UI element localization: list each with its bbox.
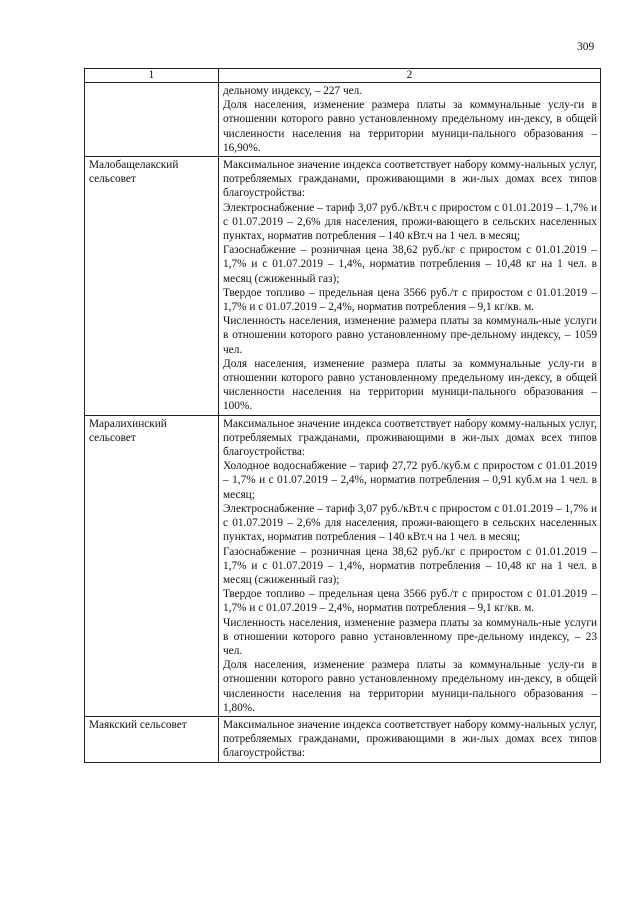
description-paragraph: Газоснабжение – розничная цена 38,62 руб./кг с приростом с 01.01.2019 – 1,7% и с 01.07.2019 – 1,4%, норматив потребления – 10,48 кг на 1 чел. в месяц (сжиженный газ); [223, 244, 597, 285]
region-name: Малобащелакский сельсовет [85, 157, 219, 416]
table-row [85, 415, 601, 716]
description-paragraph: Численность населения, изменение размера платы за коммуналь-ные услуги в отношении которого равно установленному пре-дельному индексу, – 23 чел. [223, 616, 597, 657]
region-name: Маралихинский сельсовет [85, 415, 219, 716]
region-name [85, 83, 219, 157]
column-header-2: 2 [219, 69, 601, 83]
page-number: 309 [577, 41, 595, 53]
description-paragraph: Доля населения, изменение размера платы за коммунальные услу-ги в отношении которого равно установленному предельному ин-дексу, в общей численности населения на территории муници-пального образования – 16,90%. [223, 99, 597, 154]
description-paragraph: Твердое топливо – предельная цена 3566 руб./т с приростом с 01.01.2019 – 1,7% и с 01.07.2019 – 2,4%, норматив потребления – 9,1 кг/кв. м. [223, 286, 597, 314]
description-paragraph: Доля населения, изменение размера платы за коммунальные услу-ги в отношении которого равно установленному предельному ин-дексу, в общей численности населения на территории муници-пального образования – 1,80%. [223, 659, 597, 714]
region-description [219, 157, 601, 416]
description-paragraph: Газоснабжение – розничная цена 38,62 руб./кг с приростом с 01.01.2019 – 1,7% и с 01.07.2019 – 1,4%, норматив потребления – 10,48 кг на 1 чел. в месяц (сжиженный газ); [223, 545, 597, 586]
table-row [85, 157, 601, 416]
table-row [85, 83, 601, 157]
region-description [219, 83, 601, 157]
description-paragraph: Максимальное значение индекса соответствует набору комму-нальных услуг, потребляемых гражданами, проживающими в жи-лых домах всех типов благоустройства: [223, 718, 597, 760]
region-description [219, 716, 601, 762]
table-row [85, 716, 601, 762]
column-header-1: 1 [85, 69, 219, 83]
region-name: Маякский сельсовет [85, 716, 219, 762]
description-paragraph: Электроснабжение – тариф 3,07 руб./кВт.ч с приростом с 01.01.2019 – 1,7% и с 01.07.2019 – 2,6% для населения, прожи-вающего в сельских населенных пунктах, норматив потребления – 140 кВт.ч на 1 чел. в месяц; [223, 502, 597, 544]
region-description [219, 415, 601, 716]
description-paragraph: Доля населения, изменение размера платы за коммунальные услу-ги в отношении которого равно установленному предельному ин-дексу, в общей численности населения на территории муници-пального образования – 100%. [223, 357, 597, 413]
description-paragraph: Холодное водоснабжение – тариф 27,72 руб./куб.м с приростом с 01.01.2019 – 1,7% и с 01.07.2019 – 2,4%, норматив потребления – 0,91 куб.м на 1 чел. в месяц; [223, 460, 597, 501]
description-paragraph: Твердое топливо – предельная цена 3566 руб./т с приростом с 01.01.2019 – 1,7% и с 01.07.2019 – 2,4%, норматив потребления – 9,1 кг/кв. м. [223, 588, 597, 615]
description-paragraph: дельному индексу, – 227 чел. [223, 85, 363, 97]
tariff-table [84, 68, 601, 763]
description-paragraph: Максимальное значение индекса соответствует набору комму-нальных услуг, потребляемых гражданами, проживающими в жи-лых домах всех типов благоустройства: [223, 417, 597, 459]
table-header-row [85, 69, 601, 83]
description-paragraph: Максимальное значение индекса соответствует набору комму-нальных услуг, потребляемых гражданами, проживающими в жи-лых домах всех типов благоустройства: [223, 159, 597, 200]
description-paragraph: Электроснабжение – тариф 3,07 руб./кВт.ч с приростом с 01.01.2019 – 1,7% и с 01.07.2019 – 2,6% для населения, прожи-вающего в сельских населенных пунктах, норматив потребления – 140 кВт.ч на 1 чел. в месяц; [223, 201, 597, 243]
description-paragraph: Численность населения, изменение размера платы за коммуналь-ные услуги в отношении которого равно установленному пре-дельному индексу, – 1059 чел. [223, 315, 597, 356]
